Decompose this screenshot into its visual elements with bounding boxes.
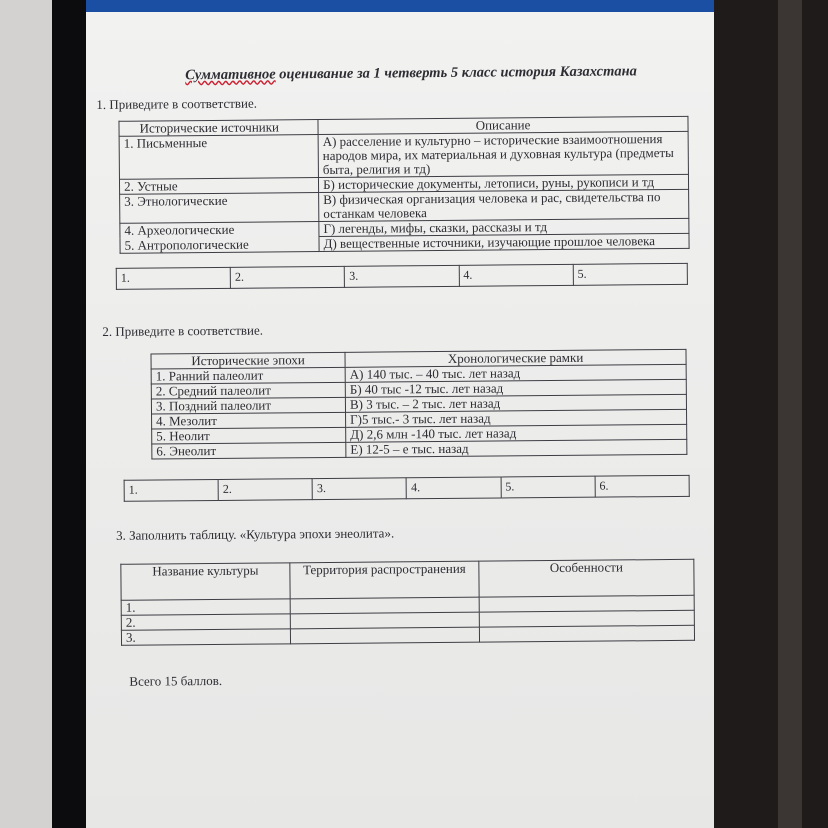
q2-frame-f: Е) 12-5 – е тыс. назад bbox=[346, 439, 687, 457]
q2-col1-header: Исторические эпохи bbox=[151, 352, 345, 369]
q3-row-3-features[interactable] bbox=[479, 625, 694, 642]
q2-col2-header: Хронологические рамки bbox=[345, 349, 686, 367]
q1-col1-header: Исторические источники bbox=[119, 120, 318, 137]
app-top-bar bbox=[86, 0, 714, 12]
q1-description-c: В) физическая организация человека и рас, свидетельства по останкам человека bbox=[319, 189, 689, 221]
question-1-table bbox=[118, 116, 689, 254]
title-underlined-word: Суммативное bbox=[185, 66, 276, 84]
q2-answer-cell-6[interactable]: 6. bbox=[595, 475, 689, 497]
total-points: Всего 15 баллов. bbox=[129, 672, 223, 689]
q1-source-4: 4. Археологические bbox=[120, 222, 319, 239]
q1-answer-cell-3[interactable]: 3. bbox=[345, 265, 459, 287]
q1-col2-header: Описание bbox=[318, 116, 688, 134]
q2-frame-e: Д) 2,6 млн -140 тыс. лет назад bbox=[346, 424, 687, 442]
page-content bbox=[96, 63, 701, 690]
q3-row-2-territory[interactable] bbox=[290, 612, 479, 629]
q1-answer-cell-5[interactable]: 5. bbox=[573, 263, 687, 285]
background-right bbox=[712, 0, 828, 828]
title-rest: оценивание за 1 четверть 5 класс история Казахстана bbox=[279, 63, 637, 83]
q2-frame-c: В) 3 тыс. – 2 тыс. лет назад bbox=[345, 394, 686, 412]
q2-epoch-6: 6. Энеолит bbox=[152, 442, 346, 459]
document-sheet bbox=[86, 0, 714, 828]
q2-answer-cell-2[interactable]: 2. bbox=[218, 479, 312, 501]
q1-description-b: Б) исторические документы, летописи, руны, рукописи и тд bbox=[318, 174, 688, 192]
q2-answer-cell-3[interactable]: 3. bbox=[312, 478, 406, 500]
q1-description-d: Г) легенды, мифы, сказки, рассказы и тд bbox=[319, 218, 689, 236]
q2-answer-cell-5[interactable]: 5. bbox=[501, 476, 595, 498]
q1-answer-cell-2[interactable]: 2. bbox=[230, 266, 344, 288]
question-3-table bbox=[120, 559, 695, 646]
background-left bbox=[0, 0, 60, 828]
q3-row-2-name[interactable]: 2. bbox=[121, 614, 290, 630]
q3-row-1-name[interactable]: 1. bbox=[121, 599, 290, 615]
q2-answer-cell-4[interactable]: 4. bbox=[407, 477, 501, 499]
q2-epoch-2: 2. Средний палеолит bbox=[151, 382, 345, 399]
q2-epoch-3: 3. Поздний палеолит bbox=[151, 397, 345, 414]
phone-bezel bbox=[52, 0, 86, 828]
q2-frame-d: Г)5 тыс.- 3 тыс. лет назад bbox=[346, 409, 687, 427]
q1-source-3: 3. Этнологические bbox=[120, 193, 319, 224]
page-title bbox=[96, 63, 696, 85]
question-3-text: 3. Заполнить таблицу. «Культура эпохи энеолита». bbox=[116, 525, 395, 543]
q3-row-3-territory[interactable] bbox=[290, 627, 479, 644]
q1-answer-cell-1[interactable]: 1. bbox=[116, 267, 230, 289]
q2-epoch-5: 5. Неолит bbox=[152, 427, 346, 444]
q2-answer-cell-1[interactable]: 1. bbox=[124, 479, 218, 501]
q1-description-e: Д) вещественные источники, изучающие прошлое человека bbox=[319, 233, 689, 251]
question-2-text: 2. Приведите в соответствие. bbox=[102, 322, 264, 339]
q2-epoch-4: 4. Мезолит bbox=[152, 412, 346, 429]
background-right-stripe bbox=[778, 0, 802, 828]
q2-frame-b: Б) 40 тыс -12 тыс. лет назад bbox=[345, 379, 686, 397]
question-1-text: 1. Приведите в соответствие. bbox=[96, 95, 258, 112]
q3-header-territory: Территория распространения bbox=[290, 561, 479, 599]
q2-frame-a: А) 140 тыс. – 40 тыс. лет назад bbox=[345, 364, 686, 382]
q3-header-features: Особенности bbox=[479, 559, 694, 597]
q3-row-1-territory[interactable] bbox=[290, 597, 479, 614]
q1-source-5: 5. Антропологические bbox=[120, 237, 319, 254]
q1-source-2: 2. Устные bbox=[119, 178, 318, 195]
q2-epoch-1: 1. Ранний палеолит bbox=[151, 367, 345, 384]
q3-row-3-name[interactable]: 3. bbox=[121, 629, 290, 645]
question-2-table bbox=[150, 349, 687, 460]
q1-answer-cell-4[interactable]: 4. bbox=[459, 264, 573, 286]
q1-description-a: А) расселение и культурно – исторические взаимоотношения народов мира, их материальная и духовная культура (предметы быта, религия и тд) bbox=[318, 131, 688, 177]
q1-source-1: 1. Письменные bbox=[119, 135, 318, 180]
q3-header-name: Название культуры bbox=[121, 563, 290, 600]
